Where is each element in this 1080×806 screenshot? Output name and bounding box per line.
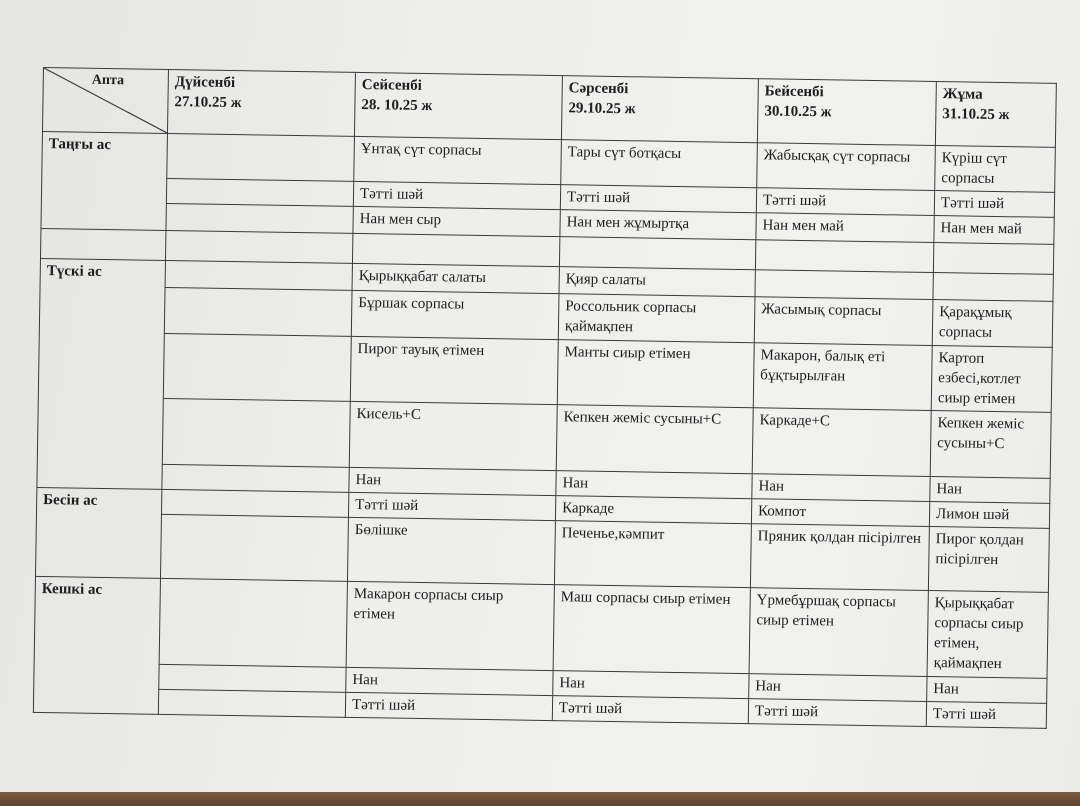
day-name: Сәрсенбі xyxy=(568,80,629,98)
menu-cell: Нан xyxy=(349,467,556,495)
menu-cell: Нан мен сыр xyxy=(353,206,560,236)
menu-cell xyxy=(755,270,933,300)
menu-cell: Россольник сорпасы қаймақпен xyxy=(558,294,755,343)
menu-cell: Пряник қолдан пісірілген xyxy=(750,524,929,591)
meal-label-dinner: Кешкі ас xyxy=(33,576,160,714)
menu-cell: Күріш сүт сорпасы xyxy=(935,146,1056,193)
menu-cell: Кисель+С xyxy=(349,401,557,470)
menu-cell xyxy=(166,203,353,233)
menu-cell: Тәтті шәй xyxy=(748,699,926,727)
menu-cell xyxy=(164,287,352,336)
menu-cell: Картоп езбесі,котлет сиыр етімен xyxy=(931,346,1052,413)
table-surface xyxy=(0,792,1080,806)
day-name: Бейсенбі xyxy=(764,83,824,101)
menu-cell xyxy=(159,578,347,667)
weekly-menu-document xyxy=(33,67,1056,729)
empty-cell xyxy=(755,240,933,273)
menu-cell xyxy=(167,133,355,181)
menu-cell: Бөлішке xyxy=(347,517,555,584)
menu-cell xyxy=(166,178,353,206)
menu-cell: Нан xyxy=(930,476,1050,503)
day-date: 31.10.25 ж xyxy=(942,106,1010,124)
menu-cell: Печенье,кәмпит xyxy=(554,521,751,588)
menu-cell: Жасымық сорпасы xyxy=(754,297,933,346)
menu-cell: Пирог тауық етімен xyxy=(350,336,558,404)
menu-cell: Нан xyxy=(749,674,927,702)
menu-cell: Тәтті шәй xyxy=(756,188,934,216)
day-header-thursday xyxy=(757,79,936,146)
day-date: 29.10.25 ж xyxy=(568,100,636,118)
menu-cell: Тәтті шәй xyxy=(926,701,1046,728)
menu-cell: Нан мен жұмыртқа xyxy=(560,210,756,240)
day-header-friday xyxy=(935,82,1056,148)
menu-cell xyxy=(160,514,348,581)
menu-cell: Макарон, балық еті бұқтырылған xyxy=(753,343,932,411)
menu-cell: Қырыққабат салаты xyxy=(352,263,559,293)
menu-cell: Каркаде+С xyxy=(752,408,931,477)
menu-cell: Ұнтақ сүт сорпасы xyxy=(354,136,562,184)
menu-cell: Тәтті шәй xyxy=(353,181,560,209)
menu-cell: Қарақұмық сорпасы xyxy=(932,300,1053,348)
menu-cell: Қырыққабат сорпасы сиыр етімен, қаймақпен xyxy=(927,590,1048,678)
menu-cell: Нан мен май xyxy=(934,216,1054,245)
menu-cell: Тәтті шәй xyxy=(934,191,1054,218)
menu-cell: Нан xyxy=(553,671,749,699)
day-name: Жұма xyxy=(942,86,983,103)
menu-cell: Тәтті шәй xyxy=(348,492,555,520)
menu-cell: Пирог қолдан пісірілген xyxy=(928,526,1049,592)
day-name: Сейсенбі xyxy=(361,77,422,94)
menu-cell: Нан xyxy=(752,474,930,502)
menu-cell: Бұршак сорпасы xyxy=(351,290,559,339)
menu-cell: Кепкен жеміс сусыны+С xyxy=(930,410,1051,478)
day-header-wednesday xyxy=(561,76,758,143)
menu-cell: Тәтті шәй xyxy=(345,692,552,720)
menu-cell: Тәтті шәй xyxy=(560,185,756,213)
menu-cell: Компот xyxy=(751,499,929,527)
menu-cell: Лимон шәй xyxy=(929,501,1049,528)
menu-cell: Тары сүт ботқасы xyxy=(561,140,758,188)
menu-cell: Нан xyxy=(927,676,1047,703)
menu-cell xyxy=(933,273,1053,302)
menu-cell xyxy=(161,489,348,517)
week-corner-cell xyxy=(42,68,168,134)
empty-cell xyxy=(352,233,559,266)
empty-cell xyxy=(933,243,1053,275)
menu-cell xyxy=(163,333,351,401)
menu-cell xyxy=(158,689,345,717)
menu-cell: Қияр салаты xyxy=(559,267,755,297)
meal-label-lunch: Түскі ас xyxy=(37,258,166,489)
menu-cell: Макарон сорпасы сиыр етімен xyxy=(346,581,554,670)
menu-cell: Нан xyxy=(556,471,752,499)
day-date: 30.10.25 ж xyxy=(764,103,832,121)
menu-cell xyxy=(165,260,352,290)
menu-cell: Үрмебұршақ сорпасы сиыр етімен xyxy=(749,588,928,677)
menu-cell: Каркаде xyxy=(555,496,751,524)
menu-cell: Нан мен май xyxy=(756,213,934,243)
empty-cell xyxy=(40,228,165,260)
day-date: 27.10.25 ж xyxy=(174,94,242,112)
menu-cell: Маш сорпасы сиыр етімен xyxy=(553,585,750,674)
menu-cell: Манты сиыр етімен xyxy=(557,340,754,408)
menu-cell xyxy=(162,464,349,492)
day-date: 28. 10.25 ж xyxy=(361,97,433,115)
empty-cell xyxy=(165,230,352,263)
menu-cell xyxy=(159,664,346,692)
meal-label-breakfast: Таңғы ас xyxy=(41,131,168,230)
dinner-row xyxy=(34,576,1048,678)
menu-cell: Кепкен жеміс сусыны+С xyxy=(556,405,753,474)
week-label: Апта xyxy=(91,72,125,89)
day-name: Дүйсенбі xyxy=(174,74,236,92)
menu-cell: Нан xyxy=(346,667,553,695)
menu-cell: Жабысқақ сүт сорпасы xyxy=(757,143,936,191)
empty-cell xyxy=(559,237,755,270)
meal-label-snack: Бесін ас xyxy=(35,487,161,578)
menu-cell: Тәтті шәй xyxy=(552,696,748,724)
day-header-monday xyxy=(167,69,355,136)
weekly-menu-table xyxy=(33,67,1057,729)
menu-cell xyxy=(162,398,350,467)
day-header-tuesday xyxy=(354,72,562,139)
